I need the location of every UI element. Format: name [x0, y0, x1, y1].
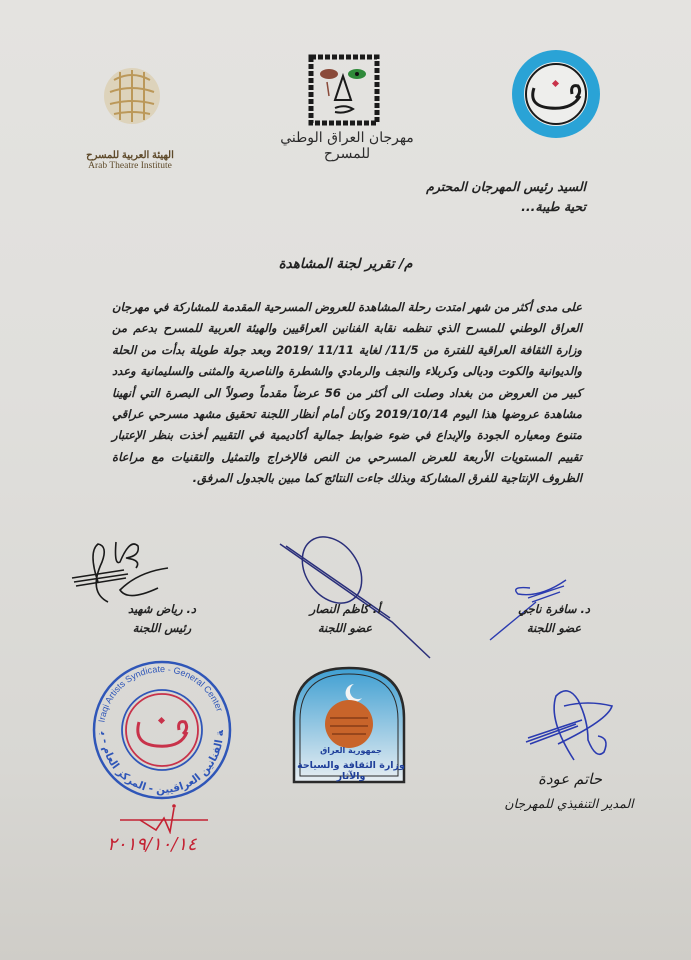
stamp-english-text: Iraqi Artists Syndicate - General Center: [96, 663, 225, 724]
signatory-2-name: أ. كاظم النصار: [309, 602, 381, 616]
signatory-1-name: د. رياض شهيد: [127, 602, 197, 616]
signatory-2: [275, 600, 415, 638]
arab-theatre-institute-caption: [82, 150, 178, 171]
ministry-country: جمهورية العراق: [320, 746, 382, 755]
signatory-3: [484, 600, 624, 638]
iraqi-artists-syndicate-logo: [510, 48, 602, 140]
festival-title-calligraphy: مهرجان العراق الوطني للمسرح: [280, 130, 414, 162]
ati-arabic-name: الهيئة العربية للمسرح: [86, 150, 174, 161]
stamp-arabic-text: ة الفنانين العراقيين - المركز العام - ب: [97, 729, 227, 797]
ati-english-name: Arab Theatre Institute: [88, 161, 172, 171]
salutation: [426, 177, 586, 217]
signatory-2-role: عضو اللجنة: [317, 621, 373, 635]
syndicate-stamp: [84, 660, 240, 800]
signature-riyadh-shahid: [68, 532, 198, 608]
svg-text:نقابة الفنانين العراقيين - الم: [84, 660, 226, 796]
red-initials: [118, 804, 208, 834]
signatory-3-role: عضو اللجنة: [526, 621, 582, 635]
letter-body: على مدى أكثر من شهر امتدت رحلة المشاهدة للعروض المسرحية المقدمة للمشاركة في مهرجان العراق الوطني للمسرح الذي تنظمه نقابة الفنانين العراقيين والهيئة العربية للمسرح بدعم من وزارة الثقافة العراقية للفترة من 11/5/ لغاية 11/11 /2019 وبعد جولة طويلة بدأت من الحلة والديوانية والكوت وديالى وكربلاء والنجف والرمادي والشطرة والناصرية والمثنى والسليمانية وعدد كبير من العروض من بغداد وصلت الى أكثر من 56 عرضاً مقدماً وصولاً الى البصرة التي أنهينا مشاهدة عروضها هذا اليوم 2019/10/14 وكان أمام أنظار اللجنة تحقيق مشهد مسرحي عراقي متنوع ومعياره الجودة والإبداع في ضوء ضوابط جمالية أكاديمية في التقييم أخذت بنظر الإعتبار تقييم المستويات الأربعة للعرض المسرحي من النص فالإخراج والتمثيل والتقنيات مع مراعاة الظروف الإنتاجية للفرق المشاركة وبذلك جاءت النتائج كما مبين بالجدول المرفق.: [112, 300, 582, 486]
signature-kadhim-alnassar: [272, 532, 437, 662]
signatory-3-name: د. سافرة ناجي: [518, 602, 590, 616]
letter-subject: م/ تقرير لجنة المشاهدة: [278, 256, 413, 272]
festival-mask-logo: [305, 52, 385, 130]
signatory-1: [92, 600, 232, 638]
signatory-1-role: رئيس اللجنة: [132, 621, 192, 635]
director-title-handwritten: المدير التنفيذي للمهرجان: [504, 796, 634, 811]
handwritten-date: ٢٠١٩/١٠/١٤: [107, 834, 197, 855]
director-name-handwritten: حاتم عودة: [537, 770, 602, 788]
salutation-greeting: تحية طيبة...: [521, 199, 586, 214]
arab-theatre-institute-logo: [100, 62, 164, 142]
ministry-name: وزارة الثقافة والسياحة والآثار: [297, 760, 405, 782]
salutation-addressee: السيد رئيس المهرجان المحترم: [426, 179, 586, 194]
signature-director: [518, 680, 628, 772]
